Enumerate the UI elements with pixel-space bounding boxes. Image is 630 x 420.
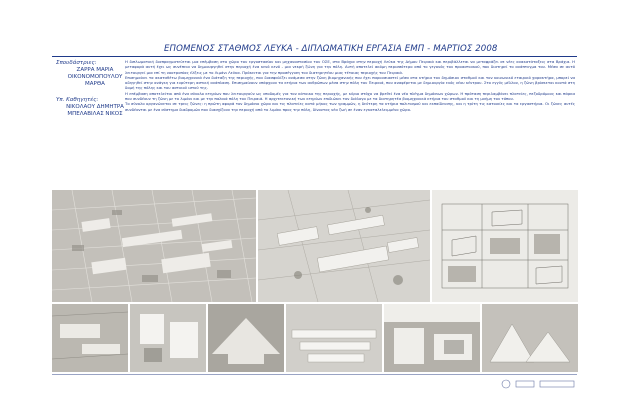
student-name: ΟΙΚΟΝΟΜΟΠΟΥΛΟΥ xyxy=(67,74,123,80)
student-name: ΜΑΡΘΑ xyxy=(85,81,105,87)
students-label: Σπουδάστριες: xyxy=(56,60,97,66)
model-detail-photo-1 xyxy=(52,304,128,372)
plan-drawing-photo xyxy=(432,190,578,302)
description-paragraph: Το σύνολο οργανώνεται σε τρεις ζώνες: η πρώτη αφορά τον δημόσιο χώρο και τις πλατείες κατά μήκος των γραμμών, η δεύτερη τα κτήρια πολιτισμού και εκπαίδευσης, και η τρίτη τις κατοικίες και τα εργαστήρια. Οι ζώνες αυτές συνδέονται με ένα σύστημα διαδρομών που διασχίζουν την περιοχή από το λιμάνι προς την πόλη, δίνοντας νέα ζωή σε έναν εγκαταλελειμμένο χώρο. xyxy=(125,101,575,112)
description-paragraph: Επισημαίνει τα ακαταθέτω βιομηχανικά ένα διάταξη της περιοχής, που διασφαλίζει ανάμεσα στην ζώνη βιομηχανικής που έχει παρουσιαστεί μέσα στα κτήρια του δημόσιου σταθμού και τον κοινωνικό εταιρικό χαρακτήρα, μπορεί να οδηγηθεί στην ανάγκη για ευρύτερη αστική ανάπλαση. Επισημαίνουν υπάρχουν τα κτήρια των ανθρώπων μέσα στην πόλη του Πειραιά, που αναφέρεται με δημιουργία ενός νέου κέντρου. Στο εγγύς μέλλον, η ζώνη βρίσκεται κοντά στη δομή της πόλης και του αστικού ιστού της. xyxy=(125,74,575,91)
site-model-photo xyxy=(258,190,430,302)
model-detail-photo-3 xyxy=(208,304,284,372)
professor-name: ΝΙΚΟΛΑΟΥ ΔΗΜΗΤΡΑ xyxy=(66,104,124,110)
footer-rule xyxy=(52,374,577,375)
project-description xyxy=(125,59,575,189)
description-paragraph: Η διπλωματική διαπραγματεύεται μια επέμβαση στο χώρο του εργοστασίου και μηχανοστασίου του ΟΣΕ, στα Βράχια στην περιοχή Λεύκα της Δήμου Πειραιά και περιβάλλεται να μεταφράζει σε νέες ανακατάταξεις στα Βράχια. Η μεταφορά αυτή έχει ως συνέπεια να δημιουργηθεί στην περιοχή ένα κενό κενό - μια νεκρή ζώνη για την πόλη. Αυτή αποτελεί ακόμη περισσότερο από το γεγονός του προαστιακού, που διατηρεί το ανάπτυγμα του. Μέσα σε αυτό λειτουργεί μια επί τη νοοτροπίας έλξεις με το Λιμάνι Λεύκα. Πρόκειται για την προσέγγιση του διατηρητέου μιας τέτοιας περιοχής του Πειραιά. xyxy=(125,59,575,75)
student-name: ΖΑΡΡΑ ΜΑΡΙΑ xyxy=(76,67,114,73)
professor-name: ΜΠΕΛΑΒΙΛΑΣ ΝΙΚΟΣ xyxy=(67,111,123,117)
professors-label: Υπ. Καθηγητές: xyxy=(56,97,99,103)
professors-block xyxy=(56,97,128,118)
description-paragraph: Η επέμβαση αποτελείται από ένα σύνολο κτηρίων που λειτουργούν ως υποδομές για τον κάτοικο της περιοχής, με κύριο στόχο να βρεθεί ένα νέο πλέγμα δημόσιων χώρων. Η πρόταση περιλαμβάνει πλατείες, πεζοδρόμους και πάρκα που συνδέουν τη ζώνη με το λιμάνι και με την παλαιά πόλη του Πειραιά. Η αρχιτεκτονική των κτηρίων επιδιώκει τον διάλογο με τα διατηρητέα βιομηχανικά κτήρια του σταθμού και τη μνήμη του τόπου. xyxy=(125,90,575,102)
model-detail-photo-2 xyxy=(130,304,206,372)
model-closeup-photo xyxy=(482,304,578,372)
students-block xyxy=(56,60,128,88)
interior-model-photo xyxy=(384,304,480,372)
section-model-photo xyxy=(286,304,382,372)
aerial-model-photo xyxy=(52,190,256,302)
footer-logos xyxy=(500,378,576,390)
board-title: ΕΠΟΜΕΝΟΣ ΣΤΑΘΜΟΣ ΛΕΥΚΑ - ΔΙΠΛΩΜΑΤΙΚΗ ΕΡΓΑΣΙΑ ΕΜΠ - ΜΑΡΤΙΟΣ 2008 xyxy=(164,44,498,54)
title-rule xyxy=(52,56,577,57)
